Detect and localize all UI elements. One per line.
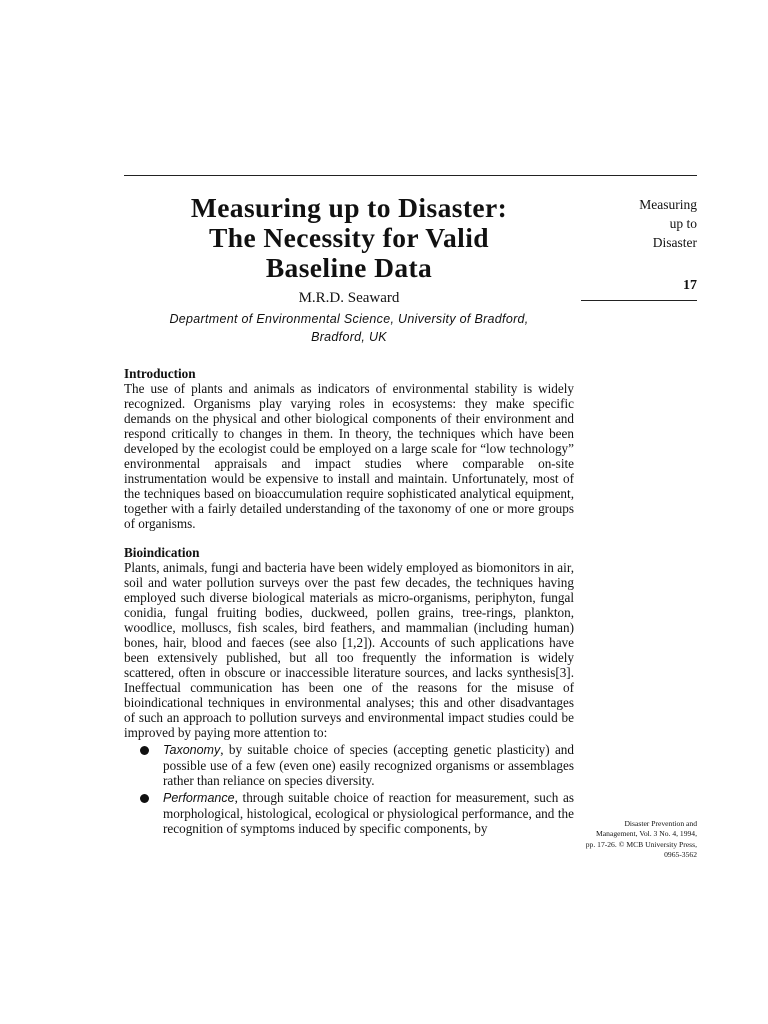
bullet-icon bbox=[140, 794, 149, 803]
citation-line: pp. 17-26. © MCB University Press, bbox=[585, 839, 697, 849]
running-title-line: up to bbox=[669, 216, 697, 231]
section-heading: Introduction bbox=[124, 366, 196, 381]
bullet-term: Taxonomy bbox=[163, 743, 221, 757]
article-body bbox=[124, 366, 574, 836]
bullet-text: , by suitable choice of species (accepting genetic plasticity) and possible use of a few (even one) easily recognized organisms or assemblages rather than reliance on species diversity. bbox=[163, 742, 574, 788]
citation-line: 0965-3562 bbox=[664, 849, 697, 859]
affiliation-line: Bradford, UK bbox=[311, 330, 387, 344]
title-line: Measuring up to Disaster: bbox=[190, 192, 508, 223]
running-title bbox=[639, 195, 697, 252]
article-title bbox=[124, 193, 574, 283]
section-paragraph: The use of plants and animals as indicators of environmental stability is widely recognized. Organisms play varying roles in ecosystems: they make specific demands on the physical and other biological components of their environment and respond critically to changes in them. In theory, the techniques which have been developed by the ecologist could be employed on a large scale for “low technology” environmental appraisals and impact studies where comparable on-site instrumentation would be expensive to install and maintain. Unfortunately, most of the techniques based on bioaccumulation require sophisticated analytical equipment, together with a fairly detailed understanding of the taxonomy of one or more groups of organisms. bbox=[124, 381, 574, 531]
author-name: M.R.D. Seaward bbox=[298, 290, 400, 306]
title-line: Baseline Data bbox=[265, 252, 433, 283]
running-title-line: Disaster bbox=[652, 235, 697, 250]
affiliation-line: Department of Environmental Science, University of Bradford, bbox=[169, 312, 529, 326]
bullet-icon bbox=[140, 746, 149, 755]
citation-line: Management, Vol. 3 No. 4, 1994, bbox=[596, 829, 697, 839]
bullet-item bbox=[124, 742, 574, 788]
section-paragraph: Plants, animals, fungi and bacteria have been widely employed as biomonitors in air, soil and water pollution surveys over the past few decades, the techniques having employed such diverse biological materials as micro-organisms, periphyton, fungal conidia, fungal fruiting bodies, duckweed, pollen grains, tree-rings, plankton, woodlice, molluscs, fish scales, bird feathers, and mammalian (including human) bones, hair, blood and faeces (see also [1,2]). Accounts of such applications have been extensively published, but all too frequently the information is widely scattered, often in obscure or inaccessible literature sources, and lacks synthesis[3]. Ineffectual communication has been one of the reasons for the misuse of bioindicational techniques in environmental analyses; this and other disadvantages of such an approach to pollution surveys and environmental impact studies could be improved by paying more attention to: bbox=[124, 560, 574, 740]
section-gap bbox=[124, 531, 574, 545]
top-rule bbox=[124, 175, 697, 176]
title-line: The Necessity for Valid bbox=[209, 222, 489, 253]
bullet-list bbox=[124, 742, 574, 836]
bullet-item bbox=[124, 790, 574, 836]
margin-rule bbox=[581, 300, 697, 301]
citation-line: Disaster Prevention and bbox=[624, 819, 697, 828]
bullet-term: Performance bbox=[163, 791, 235, 805]
bullet-text: , through suitable choice of reaction for measurement, such as morphological, histological, ecological or physiological performance, and the recognition of symptoms induced by specific components, by bbox=[163, 790, 574, 836]
running-title-line: Measuring bbox=[639, 197, 697, 212]
author-affiliation bbox=[124, 310, 574, 346]
section-heading: Bioindication bbox=[124, 545, 200, 560]
citation-note bbox=[567, 819, 697, 860]
page-number: 17 bbox=[683, 278, 697, 293]
